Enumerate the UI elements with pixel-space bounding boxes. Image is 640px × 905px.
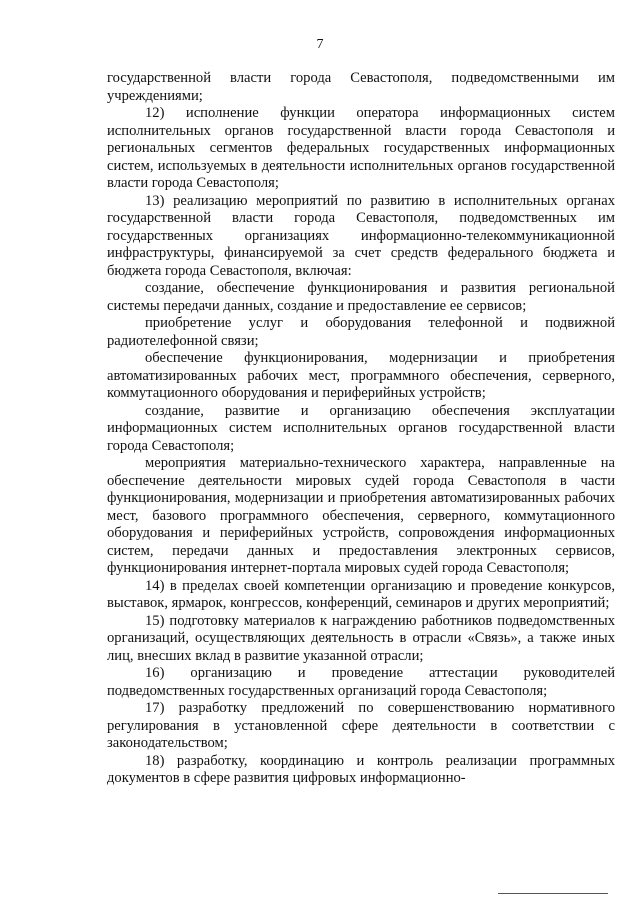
paragraph-item-15: 15) подготовку материалов к награждению работников подведомственных организаций, осуществляющих деятельность в отрасли «Связь», а также иных лиц, внесших вклад в развитие указанной отрасли; (107, 612, 615, 664)
paragraph-subitem-magistrates: мероприятия материально-технического характера, направленные на обеспечение деятельности мировых судей города Севастополя в части функционирования, модернизации и приобретения автоматизированных рабочих мест, базового программного обеспечения, серверного, коммутационного оборудования и периферийных устройств, сопровождения информационных систем, передачи данных и предоставления электронных сервисов, функционирования интернет-портала мировых судей города Севастополя; (107, 455, 615, 576)
paragraph-item-16: 16) организацию и проведение аттестации руководителей подведомственных государственных организаций города Севастополя; (107, 665, 615, 699)
page-number: 7 (316, 37, 324, 52)
paragraph-subitem-workstations: обеспечение функционирования, модернизации и приобретения автоматизированных рабочих мест, программного обеспечения, серверного, коммутационного оборудования и периферийных устройств; (107, 350, 615, 401)
paragraph-item-17: 17) разработку предложений по совершенствованию нормативного регулирования в установленной сфере деятельности в соответствии с законодательством; (107, 700, 615, 751)
paragraph-item-13: 13) реализацию мероприятий по развитию в исполнительных органах государственной власти города Севастополя, подведомственных им государственных организациях информационно-телекоммуникационной инфраструктуры, финансируемой за счет средств федерального бюджета и бюджета города Севастополя, включая: (107, 192, 615, 279)
document-body (107, 70, 615, 788)
paragraph-subitem-data-network: создание, обеспечение функционирования и развития региональной системы передачи данных, создание и предоставление ее сервисов; (107, 280, 615, 314)
paragraph-subitem-info-systems: создание, развитие и организацию обеспечения эксплуатации информационных систем исполнительных органов государственной власти города Севастополя; (107, 402, 615, 454)
paragraph-subitem-telephony: приобретение услуг и оборудования телефонной и подвижной радиотелефонной связи; (107, 315, 615, 349)
paragraph-item-12: 12) исполнение функции оператора информационных систем исполнительных органов государственной власти города Севастополя и региональных сегментов федеральных государственных информационных систем, используемых в деятельности исполнительных органов государственной власти города Севастополя; (107, 105, 615, 191)
paragraph-item-18: 18) разработку, координацию и контроль реализации программных документов в сфере развития цифровых информационно- (107, 752, 615, 786)
paragraph-continuation: государственной власти города Севастополя, подведомственными им учреждениями; (107, 70, 615, 104)
footer-rule (498, 893, 608, 894)
paragraph-item-14: 14) в пределах своей компетенции организацию и проведение конкурсов, выставок, ярмарок, конгрессов, конференций, семинаров и других мероприятий; (107, 577, 615, 611)
